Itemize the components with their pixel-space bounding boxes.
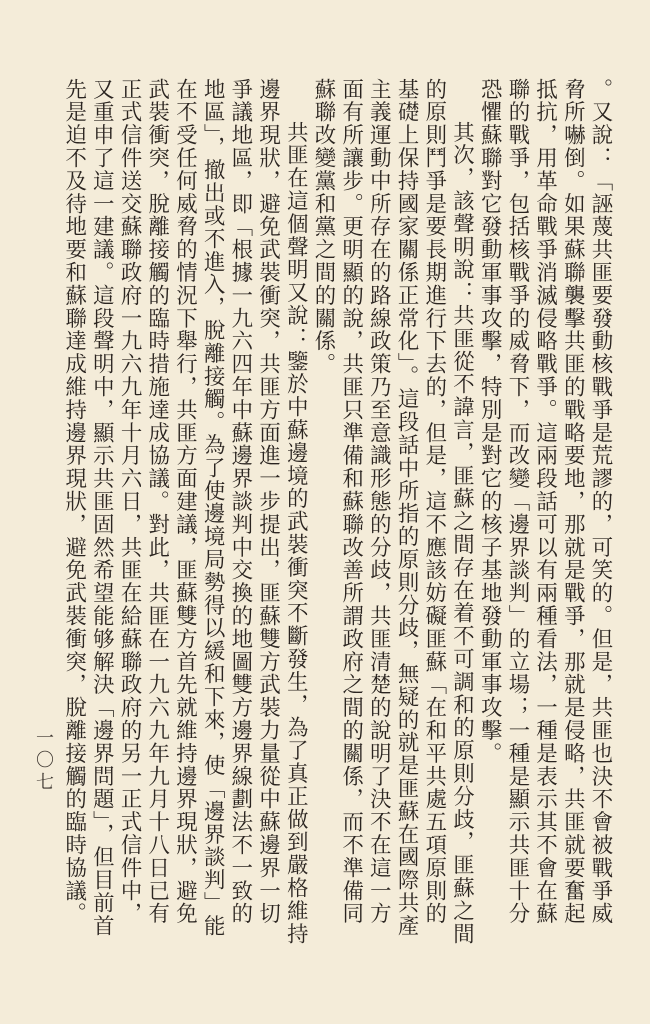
paragraph-1: 。又說：「誣蔑共匪要發動核戰爭是荒謬的，可笑的。但是，共匪也決不會被戰爭威脅所嚇倒。如果蘇聯襲擊共匪的戰略要地，那就是戰爭，那就是侵略，共匪就要奮起抵抗，用革命戰爭消滅侵略戰爭。這兩段話可以有兩種看法，一種是表示其不會在蘇聯的戰爭，包括核戰爭的威脅下，而改變「邊界談判」的立場；一種是顯示共匪十分恐懼蘇聯對它發動軍事攻擊，特別是對它的核子基地發動軍事攻擊。: [477, 78, 613, 926]
page-number: 一〇七: [33, 728, 54, 794]
body-text: [44, 78, 614, 948]
paragraph-3: 共匪在這個聲明又說：鑒於中蘇邊境的武裝衝突不斷發生，為了真正做到嚴格維持邊界現狀，避免武裝衝突，共匪方面進一步提出，匪蘇雙方武裝力量從中蘇邊界一切爭議地區，即「根據一九六四年中蘇邊界談判中交換的地圖雙方邊界線劃法不一致的地區」，撤出或不進入，脫離接觸。為了使邊境局勢得以緩和下來，使「邊界談判」能在不受任何威脅的情況下舉行，共匪方面建議，匪蘇雙方首先就維持邊界現狀，避免武裝衝突，脫離接觸的臨時措施達成協議。對此，共匪在一九六九年九月十八日已有正式信件送交蘇聯政府一九六九年十月六日，共匪在給蘇聯政府的另一正式信件中，又重申了這一建議。這段聲明中，顯示共匪固然希望能够解決「邊界問題」，但目前首先是迫不及待地要和蘇聯達成維持邊界現狀，避免武裝衝突，脫離接觸的臨時協議。: [61, 78, 309, 946]
paragraph-2: 其次，該聲明說：共匪從不諱言，匪蘇之間存在着不可調和的原則分歧，匪蘇之間的原則鬥爭是要長期進行下去的，但是，這不應該妨礙匪蘇「在和平共處五項原則的基礎上保持國家關係正常化」。這段話中所指的原則分歧，無疑的就是匪蘇在國際共產主義運動中所存在的路線政策乃至意識形態的分歧，共匪清楚的說明了決不在這一方面有所讓步。更明顯的說，共匪只準備和蘇聯改善所謂政府之間的關係，而不準備同蘇聯改變黨和黨之間的關係。: [310, 78, 475, 946]
